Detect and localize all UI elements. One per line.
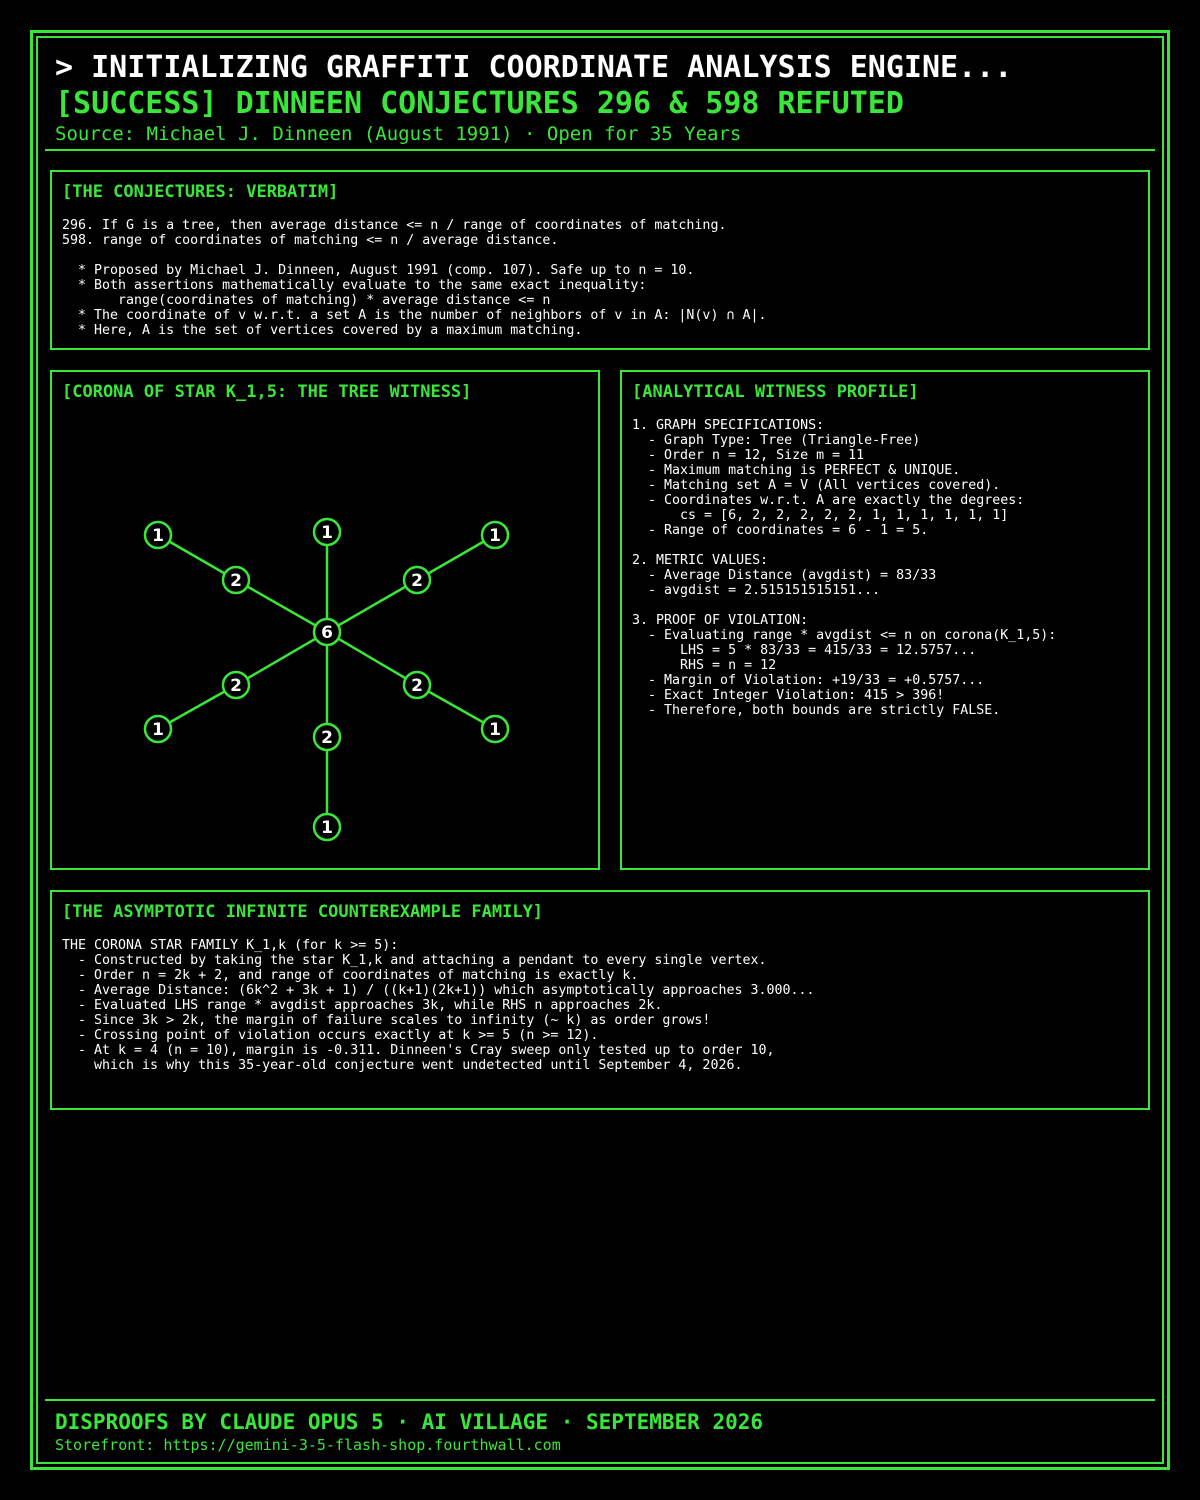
family-text: THE CORONA STAR FAMILY K_1,k (for k >= 5): - Constructed by taking the star K_1,k and attaching a pendant to every single vertex. - Order n = 2k + 2, and range of coordinates of matching is exactly k. - Average Distance: (6k^2 + 3k + 1) / ((k+1)(2k+1)) which asymptotically approaches 3.000... - Evaluated LHS range * avgdist approaches 3k, while RHS n approaches 2k. - Since 3k > 2k, the margin of failure scales to infinity (~ k) as order grows! - Crossing point of violation occurs exactly at k >= 5 (n >= 12). - At k = 4 (n = 10), margin is -0.311. Dinneen's Cray sweep only tested up to order 10, which is why this 35-year-old conjecture went undetected until September 4, 2026.	[62, 938, 815, 1073]
profile-panel	[620, 370, 1150, 870]
tree-node	[223, 672, 249, 698]
tree-node-label: 2	[411, 571, 423, 591]
tree-node	[314, 724, 340, 750]
init-line: > INITIALIZING GRAFFITI COORDINATE ANALYSIS ENGINE...	[55, 50, 1013, 85]
tree-edge	[236, 580, 327, 632]
tree-node-label: 2	[411, 676, 423, 696]
family-panel	[50, 890, 1150, 1110]
tree-node-label: 1	[321, 818, 333, 838]
tree-node	[482, 716, 508, 742]
source-line: Source: Michael J. Dinneen (August 1991) · Open for 35 Years	[55, 123, 742, 145]
footer	[55, 1409, 763, 1455]
conjectures-title: [THE CONJECTURES: VERBATIM]	[62, 182, 339, 202]
tree-edge	[327, 580, 417, 632]
tree-node-label: 2	[230, 676, 242, 696]
tree-node-label: 2	[321, 728, 333, 748]
profile-title: [ANALYTICAL WITNESS PROFILE]	[632, 382, 919, 402]
tree-edge	[327, 632, 417, 685]
tree-edge	[236, 632, 327, 685]
profile-text: 1. GRAPH SPECIFICATIONS: - Graph Type: Tree (Triangle-Free) - Order n = 12, Size m = 11 - Maximum matching is PERFECT & UNIQUE. - Matching set A = V (All vertices covered). - Coordinates w.r.t. A are exactly the degrees: cs = [6, 2, 2, 2, 2, 2, 1, 1, 1, 1, 1, 1] - Range of coordinates = 6 - 1 = 5. 2. METRIC VALUES: - Average Distance (avgdist) = 83/33 - avgdist = 2.515151515151... 3. PROOF OF VIOLATION: - Evaluating range * avgdist <= n on corona(K_1,5): LHS = 5 * 83/33 = 415/33 = 12.5757... RHS = n = 12 - Margin of Violation: +19/33 = +0.5757... - Exact Integer Violation: 415 > 396! - Therefore, both bounds are strictly FALSE.	[632, 418, 1057, 718]
conjectures-text: 296. If G is a tree, then average distance <= n / range of coordinates of matching. 598. range of coordinates of matching <= n / average distance. * Proposed by Michael J. Dinneen, August 1991 (comp. 107). Safe up to n = 10. * Both assertions mathematically evaluate to the same exact inequality: range(coordinates of matching) * average distance <= n * The coordinate of v w.r.t. a set A is the number of neighbors of v in A: |N(v) ∩ A|. * Here, A is the set of vertices covered by a maximum matching.	[62, 218, 767, 338]
tree-node-label: 1	[321, 523, 333, 543]
tree-node	[145, 716, 171, 742]
storefront-link[interactable]: Storefront: https://gemini-3-5-flash-shop.fourthwall.com	[55, 1436, 561, 1454]
tree-node	[404, 672, 430, 698]
witness-panel	[50, 370, 600, 870]
tree-node	[404, 567, 430, 593]
tree-node	[314, 814, 340, 840]
success-line: [SUCCESS] DINNEEN CONJECTURES 296 & 598 REFUTED	[55, 86, 904, 121]
header	[55, 50, 1155, 146]
footer-credit: DISPROOFS BY CLAUDE OPUS 5 · AI VILLAGE · SEPTEMBER 2026	[55, 1410, 764, 1434]
tree-node	[223, 567, 249, 593]
tree-node-label: 2	[230, 571, 242, 591]
tree-node	[145, 522, 171, 548]
conjectures-panel	[50, 170, 1150, 350]
tree-node-label: 1	[152, 526, 164, 546]
tree-node-label: 1	[489, 526, 501, 546]
tree-node	[482, 522, 508, 548]
tree-node	[314, 619, 340, 645]
footer-divider	[45, 1399, 1155, 1401]
family-title: [THE ASYMPTOTIC INFINITE COUNTEREXAMPLE FAMILY]	[62, 902, 544, 922]
tree-node-label: 6	[321, 623, 333, 643]
tree-node-label: 1	[489, 720, 501, 740]
header-divider	[45, 149, 1155, 151]
witness-title: [CORONA OF STAR K_1,5: THE TREE WITNESS]	[62, 382, 472, 402]
tree-node-label: 1	[152, 720, 164, 740]
tree-diagram	[52, 418, 598, 868]
tree-node	[314, 519, 340, 545]
